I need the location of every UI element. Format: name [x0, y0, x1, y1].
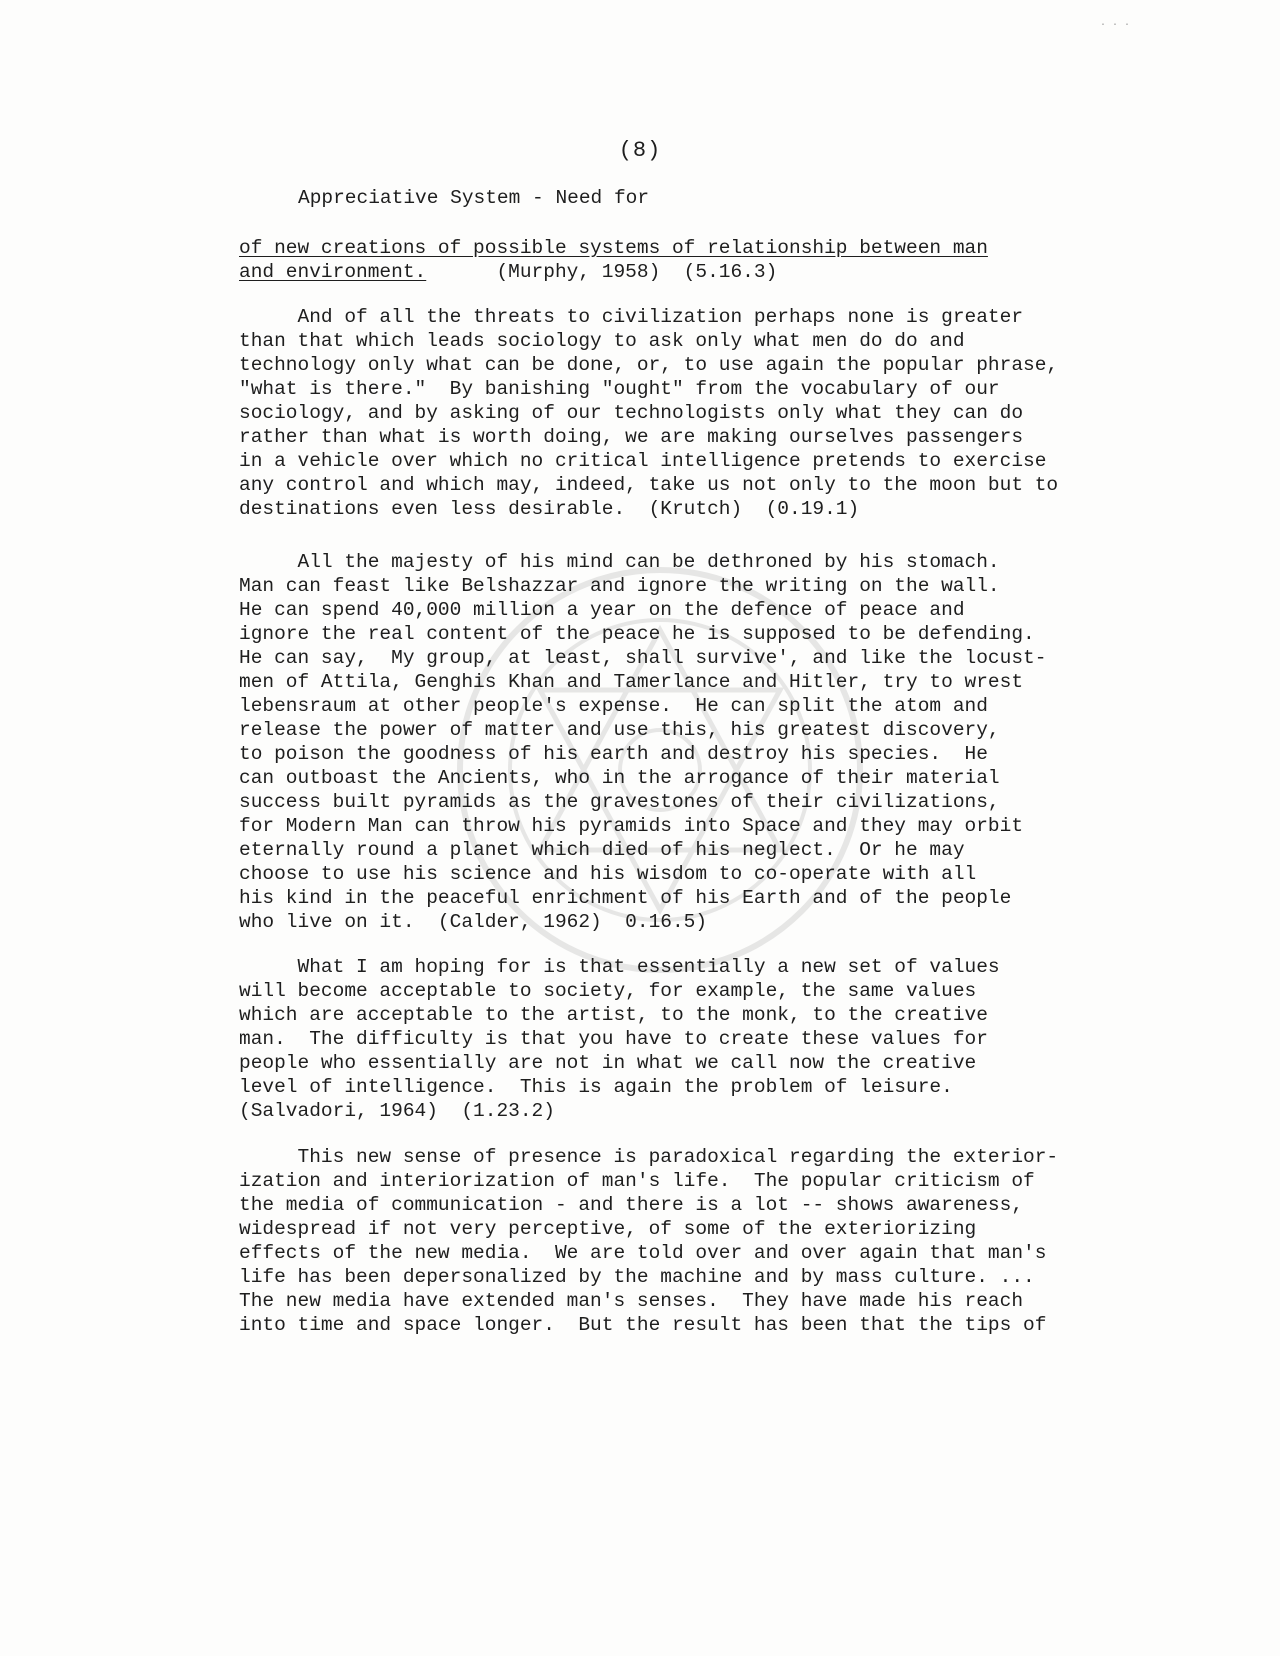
paragraph-salvadori: What I am hoping for is that essentially a new set of values will become acceptable to society, for example, the same values which are acceptable to the artist, to the monk, to the creative man. The difficulty is that you have to create these values for people who essentially are not in what we call now the creative level of intelligence. This is again the problem of leisure. (Salvadori, 1964) (1.23.2) — [239, 956, 1000, 1122]
page-number: (8) — [618, 138, 662, 163]
paragraph-krutch: And of all the threats to civilization perhaps none is greater than that which leads sociology to ask only what men do do and technology only what can be done, or, to use again the popular phrase, "what is there." By banishing "ought" from the vocabulary of our sociology, and by asking of our technologists only what they can do rather than what is worth doing, we are making ourselves passengers in a vehicle over which no critical intelligence pretends to exercise any control and which may, indeed, take us not only to the moon but to destinations even less desirable. (Krutch) (0.19.1) — [239, 306, 1059, 520]
quote-line-1: of new creations of possible systems of relationship between man — [239, 237, 988, 259]
section-heading: Appreciative System - Need for — [298, 187, 650, 209]
paragraph-presence: This new sense of presence is paradoxical regarding the exterior- ization and interiorization of man's life. The popular criticism of the media of communication - and there is a lot -- shows awareness, widespread if not very perceptive, of some of the exteriorizing effects of the new media. We are told over and over again that man's life has been depersonalized by the machine and by mass culture. ... The new media have extended man's senses. They have made his reach into time and space longer. But the result has been that the tips of — [239, 1146, 1059, 1336]
murphy-citation: (Murphy, 1958) (5.16.3) — [426, 261, 778, 283]
paragraph-calder: All the majesty of his mind can be dethroned by his stomach. Man can feast like Belshazzar and ignore the writing on the wall. He can spend 40,000 million a year on the defence of peace and ignore the real content of the peace he is supposed to be defending. He can say, My group, at least, shall survive', and like the locust- men of Attila, Genghis Khan and Tamerlance and Hitler, try to wrest lebensraum at other people's expense. He can split the atom and release the power of matter and use this, his greatest discovery, to poison the goodness of his earth and destroy his species. He can outboast the Ancients, who in the arrogance of their material success built pyramids as the gravestones of their civilizations, for Modern Man can throw his pyramids into Space and they may orbit eternally round a planet which died of his neglect. Or he may choose to use his science and his wisdom to co-operate with all his kind in the peaceful enrichment of his Earth and of the people who live on it. (Calder, 1962) 0.16.5) — [239, 551, 1047, 933]
quote-continuation — [239, 236, 1099, 284]
scan-specks: · · · — [1099, 20, 1130, 31]
quote-line-2: and environment. — [239, 261, 427, 283]
